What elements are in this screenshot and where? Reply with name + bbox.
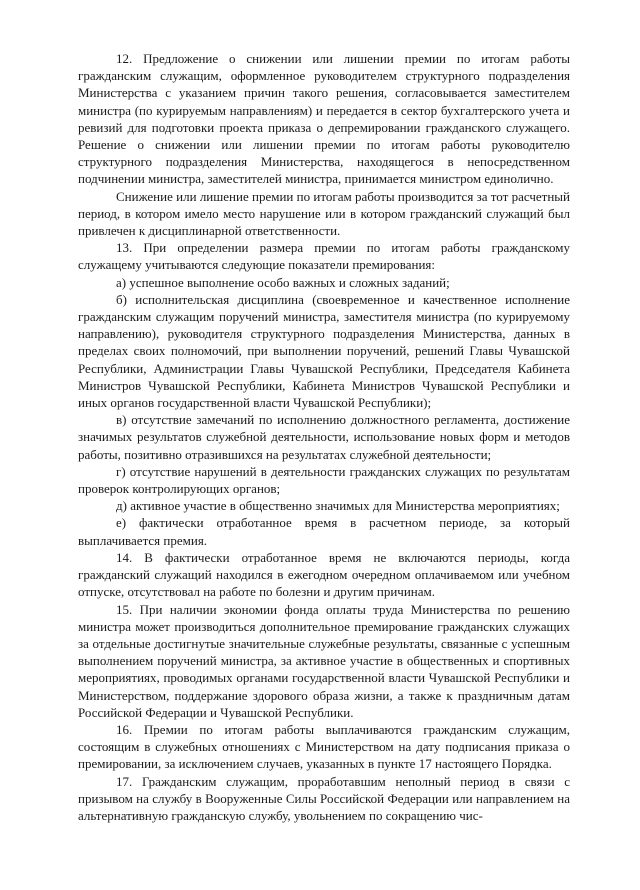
paragraph-12-continuation: Снижение или лишение премии по итогам работы производится за тот расчетный период, в котором имело место нарушение или в котором гражданский служащий был привлечен к дисциплинарной ответственности.: [78, 188, 570, 239]
paragraph-13-item-b: б) исполнительская дисциплина (своевременное и качественное исполнение гражданским служащим поручений министра, заместителя министра (по курируемому направлению), руководителя структурного подразделения Министерства, данных в пределах своих полномочий, при выполнении поручений, решений Главы Чувашской Республики, Администрации Главы Чувашской Республики, Председателя Кабинета Министров Чувашской Республики, Кабинета Министров Чувашской Республики и иных органов государственной власти Чувашской Республики);: [78, 291, 570, 411]
paragraph-15: 15. При наличии экономии фонда оплаты труда Министерства по решению министра может производиться дополнительное премирование гражданских служащих за отдельные достигнутые значительные служебные результаты, связанные с успешным выполнением поручений министра, за активное участие в общественных и спортивных мероприятиях, проводимых органами государственной власти Чувашской Республики и Министерством, поддержание здорового образа жизни, а также к праздничным датам Российской Федерации и Чувашской Республики.: [78, 601, 570, 720]
paragraph-13-item-e: е) фактически отработанное время в расчетном периоде, за который выплачивается премия.: [78, 515, 570, 548]
paragraph-14: 14. В фактически отработанное время не включаются периоды, когда гражданский служащий находился в ежегодном очередном оплачиваемом или учебном отпуске, отсутствовал на работе по болезни и другим причинам.: [78, 549, 570, 600]
paragraph-12: 12. Предложение о снижении или лишении премии по итогам работы гражданским служащим, оформленное руководителем структурного подразделения Министерства с указанием причин такого решения, согласовывается заместителем министра (по курируемым направлениям) и передается в сектор бухгалтерского учета и ревизий для подготовки проекта приказа о депремировании гражданского служащего. Решение о снижении или лишении премии по итогам работы руководителю структурного подразделения Министерства, находящегося в непосредственном подчинении министра, заместителей министра, принимается министром единолично.: [78, 51, 570, 187]
paragraph-13-item-v: в) отсутствие замечаний по исполнению должностного регламента, достижение значимых результатов служебной деятельности, использование новых форм и методов работы, позитивно отразившихся на результатах служебной деятельности;: [78, 412, 570, 462]
document-page: [78, 50, 570, 824]
paragraph-17: 17. Гражданским служащим, проработавшим неполный период в связи с призывом на службу в Вооруженные Силы Российской Федерации или направлением на альтернативную гражданскую службу, увольнением по сокращению чис-: [78, 773, 570, 823]
paragraph-16: 16. Премии по итогам работы выплачиваются гражданским служащим, состоящим в служебных отношениях с Министерством на дату подписания приказа о премировании, за исключением случаев, указанных в пункте 17 настоящего Порядка.: [78, 721, 570, 772]
paragraph-13-item-a: а) успешное выполнение особо важных и сложных заданий;: [116, 274, 450, 290]
paragraph-13: 13. При определении размера премии по итогам работы гражданскому служащему учитываются следующие показатели премирования:: [78, 240, 570, 273]
paragraph-13-item-g: г) отсутствие нарушений в деятельности гражданских служащих по результатам проверок контролирующих органов;: [78, 463, 570, 497]
paragraph-13-item-d: д) активное участие в общественно значимых для Министерства мероприятиях;: [116, 498, 560, 514]
